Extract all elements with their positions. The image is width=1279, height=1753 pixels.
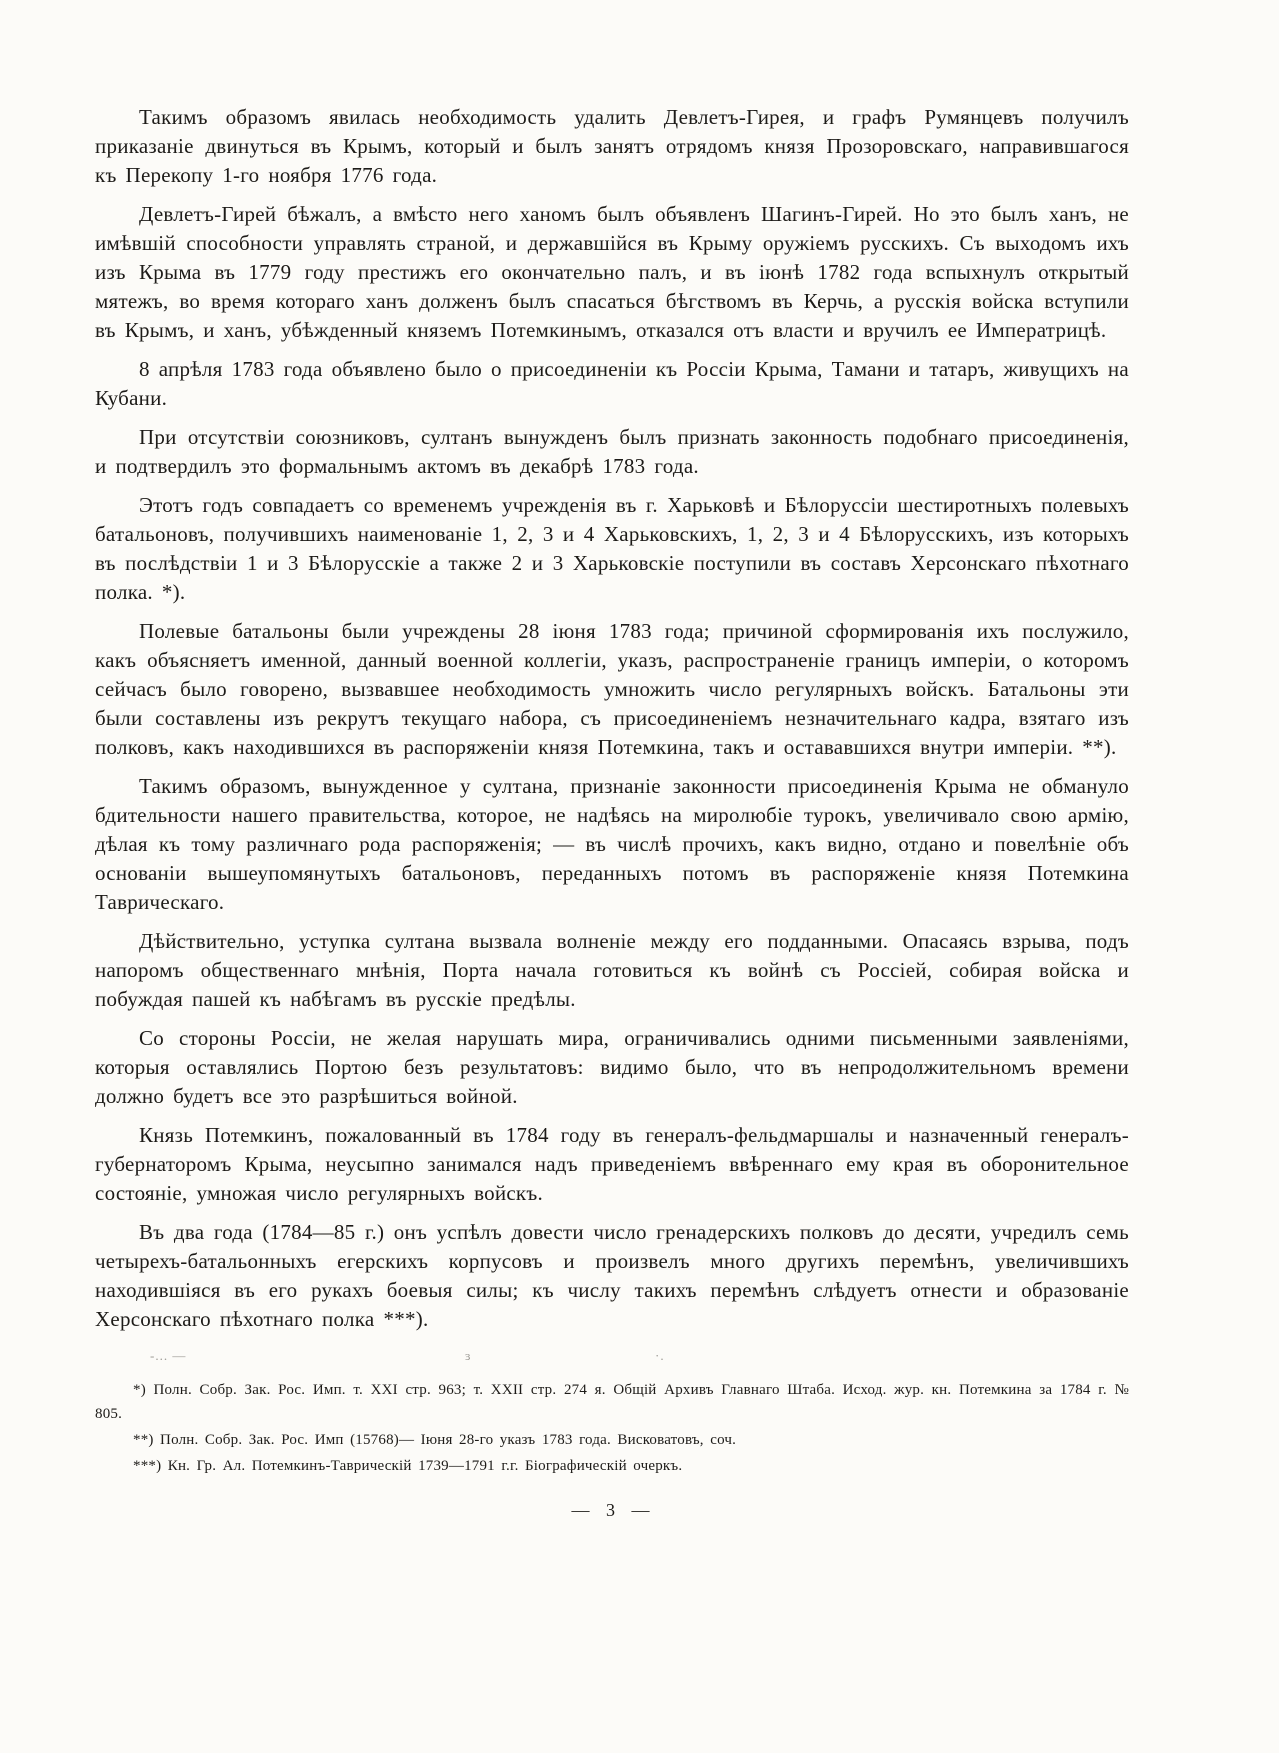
footnote: *) Полн. Собр. Зак. Рос. Имп. т. XXI стр. 963; т. XXII стр. 274 я. Общій Архивъ Главнаго Штаба. Исход. жур. кн. Потемкина за 1784 г. № 805. (95, 1382, 1129, 1422)
scan-artifact: ɜ (465, 1348, 472, 1363)
paragraph: Такимъ образомъ, вынужденное у султана, признаніе законности присоединенія Крыма не обмануло бдительности нашего правительства, которое, не надѣясь на миролюбіе турокъ, увеличивало свою армію, дѣлая къ тому различнаго рода распоряженія; — въ числѣ прочихъ, какъ видно, отдано и повелѣніе объ основаніи вышеупомянутыхъ батальоновъ, переданныхъ потомъ въ распоряженіе князя Потемкина Таврическаго. (95, 774, 1129, 914)
page-number: — 3 — (571, 1500, 653, 1520)
footnote: **) Полн. Собр. Зак. Рос. Имп (15768)— Іюня 28-го указъ 1783 года. Висковатовъ, соч. (133, 1432, 737, 1448)
main-text (95, 103, 1129, 1334)
paragraph: Такимъ образомъ явилась необходимость удалить Девлетъ-Гирея, и графъ Румянцевъ получилъ приказаніе двинуться въ Крымъ, который и былъ занятъ отрядомъ князя Прозоровскаго, направившагося къ Перекопу 1-го ноября 1776 года. (95, 105, 1129, 187)
paragraph: Въ два года (1784—85 г.) онъ успѣлъ довести число гренадерскихъ полковъ до десяти, учредилъ семь четырехъ-батальонныхъ егерскихъ корпусовъ и произвелъ много другихъ перемѣнъ, увеличившихъ находившіяся въ его рукахъ боевыя силы; къ числу такихъ перемѣнъ слѣдуетъ отнести и образованіе Херсонскаго пѣхотнаго полка ***). (95, 1220, 1129, 1331)
scan-artifact: -... — (150, 1348, 187, 1363)
footnote: ***) Кн. Гр. Ал. Потемкинъ-Таврическій 1739—1791 г.г. Біографическій очеркъ. (133, 1458, 683, 1474)
paragraph: Этотъ годъ совпадаетъ со временемъ учрежденія въ г. Харьковѣ и Бѣлоруссіи шестиротныхъ полевыхъ батальоновъ, получившихъ наименованіе 1, 2, 3 и 4 Харьковскихъ, 1, 2, 3 и 4 Бѣлорусскихъ, изъ которыхъ въ послѣдствіи 1 и 3 Бѣлорусскіе а также 2 и 3 Харьковскіе поступили въ составъ Херсонскаго пѣхотнаго полка. *). (95, 493, 1129, 604)
paragraph: Со стороны Россіи, не желая нарушать мира, ограничивались одними письменными заявленіями, которыя оставлялись Портою безъ результатовъ: видимо было, что въ непродолжительномъ времени должно будетъ все это разрѣшиться войной. (95, 1026, 1129, 1108)
paragraph: Дѣйствительно, уступка султана вызвала волненіе между его подданными. Опасаясь взрыва, подъ напоромъ общественнаго мнѣнія, Порта начала готовиться къ войнѣ съ Россіей, собирая войска и побуждая пашей къ набѣгамъ въ русскіе предѣлы. (95, 929, 1129, 1011)
scan-artifacts (95, 1344, 1129, 1370)
paragraph: Князь Потемкинъ, пожалованный въ 1784 году въ генералъ-фельдмаршалы и назначенный генералъ-губернаторомъ Крыма, неусыпно занимался надъ приведеніемъ ввѣреннаго ему края въ оборонительное состояніе, умножая число регулярныхъ войскъ. (95, 1123, 1129, 1205)
paragraph: При отсутствіи союзниковъ, султанъ вынужденъ былъ признать законность подобнаго присоединенія, и подтвердилъ это формальнымъ актомъ въ декабрѣ 1783 года. (95, 425, 1129, 478)
scan-artifact: ·. (655, 1348, 665, 1363)
paragraph: 8 апрѣля 1783 года объявлено было о присоединеніи къ Россіи Крыма, Тамани и татаръ, живущихъ на Кубани. (95, 357, 1129, 410)
footnotes (95, 1378, 1129, 1478)
paragraph: Полевые батальоны были учреждены 28 іюня 1783 года; причиной сформированія ихъ послужило, какъ объясняетъ именной, данный военной коллегіи, указъ, распространеніе границъ имперіи, о которомъ сейчасъ было говорено, вызвавшее необходимость умножить число регулярныхъ войскъ. Батальоны эти были составлены изъ рекрутъ текущаго набора, съ присоединеніемъ незначительнаго кадра, взятаго изъ полковъ, какъ находившихся въ распоряженіи князя Потемкина, такъ и остававшихся внутри имперіи. **). (95, 619, 1129, 759)
paragraph: Девлетъ-Гирей бѣжалъ, а вмѣсто него ханомъ былъ объявленъ Шагинъ-Гирей. Но это былъ ханъ, не имѣвшій способности управлять страной, и державшійся въ Крыму оружіемъ русскихъ. Съ выходомъ ихъ изъ Крыма въ 1779 году престижъ его окончательно палъ, и въ іюнѣ 1782 года вспыхнулъ открытый мятежъ, во время котораго ханъ долженъ былъ спасаться бѣгствомъ въ Керчь, а русскія войска вступили въ Крымъ, и ханъ, убѣжденный княземъ Потемкинымъ, отказался отъ власти и вручилъ ее Императрицѣ. (95, 202, 1129, 342)
